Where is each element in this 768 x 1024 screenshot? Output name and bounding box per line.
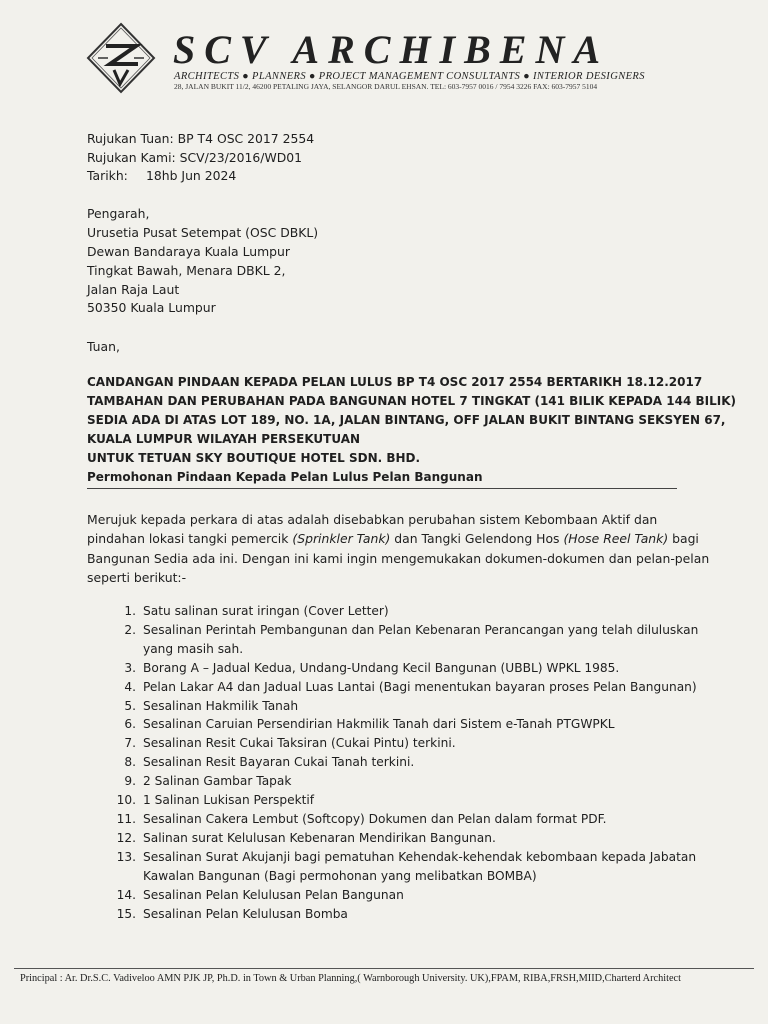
list-item-text: Sesalinan Perintah Pembangunan dan Pelan Kebenaran Perancangan yang telah diluluskan [143,622,699,637]
subject-underline [87,488,677,489]
firm-tagline: ARCHITECTS ● PLANNERS ● PROJECT MANAGEMENT CONSULTANTS ● INTERIOR DESIGNERS [174,71,645,82]
list-item [87,829,687,848]
list-item-text: Pelan Lakar A4 dan Jadual Luas Lantai (Bagi menentukan bayaran proses Pelan Bangunan) [143,679,697,694]
body-paragraph [87,510,710,588]
list-item-number: 9. [124,774,136,789]
list-item-number: 4. [124,679,136,694]
sprinkler-tank-term: (Sprinkler Tank) [292,531,391,547]
addressee-line: Urusetia Pusat Setempat (OSC DBKL) [87,225,319,240]
list-item-number: 11. [116,811,136,826]
list-item-number: 1. [124,604,136,618]
document-list [87,602,699,923]
list-item-number: 8. [124,755,136,770]
list-item [87,791,687,810]
list-item [87,753,687,772]
list-item [87,678,697,697]
list-item-text: Sesalinan Caruian Persendirian Hakmilik Tanah dari Sistem e-Tanah PTGWPKL [143,717,615,732]
list-item-text: Satu salinan surat iringan (Cover Letter) [143,604,389,618]
addressee-line: Pengarah, [87,206,150,221]
list-item-text: Sesalinan Hakmilik Tanah [143,698,299,713]
firm-name: SCV ARCHIBENA [173,27,610,72]
paragraph-line: Bangunan Sedia ada ini. Dengan ini kami ingin mengemukakan dokumen-dokumen dan pelan-pelan [87,550,710,566]
list-item-text: yang masih sah. [143,641,244,656]
list-item [87,848,697,886]
subject-line: Permohonan Pindaan Kepada Pelan Lulus Pelan Bangunan [87,470,483,484]
list-item-number: 6. [124,717,136,732]
list-item [87,905,687,924]
list-item [87,697,687,716]
date-value: 18hb Jun 2024 [146,168,237,183]
list-item [87,659,687,678]
list-item-text: Sesalinan Cakera Lembut (Softcopy) Dokumen dan Pelan dalam format PDF. [143,811,607,826]
list-item-number: 7. [124,736,136,751]
list-item [87,772,687,791]
list-item-number: 3. [124,660,136,675]
list-item [87,734,687,753]
list-item [87,621,699,659]
paragraph-line [87,529,699,548]
list-item [87,810,687,829]
list-item [87,886,687,905]
list-item-number: 10. [116,793,136,808]
subject-line: TAMBAHAN DAN PERUBAHAN PADA BANGUNAN HOTEL 7 TINGKAT (141 BILIK KEPADA 144 BILIK) [87,394,737,408]
paragraph-text: bagi [668,531,699,547]
paragraph-text: dan Tangki Gelendong Hos [390,531,564,547]
list-item [87,602,687,621]
paragraph-text: pindahan lokasi tangki pemercik [87,531,293,547]
list-item-number: 12. [116,830,136,845]
paragraph-line: Merujuk kepada perkara di atas adalah disebabkan perubahan sistem Kebombaan Aktif dan [87,512,658,527]
list-item-number: 2. [124,622,136,637]
date-label: Tarikh: [87,168,128,183]
principal-footer: Principal : Ar. Dr.S.C. Vadiveloo AMN PJK JP, Ph.D. in Town & Urban Planning,( Warnborough University. UK),FPAM, RIBA,FRSH,MIID,Charterd Architect [20,973,681,984]
list-item [87,715,687,734]
firm-address: 28, JALAN BUKIT 11/2, 46200 PETALING JAYA, SELANGOR DARUL EHSAN. TEL: 603-7957 0016 / 7954 3226 FAX: 603-7957 5104 [174,82,598,91]
subject-line: CANDANGAN PINDAAN KEPADA PELAN LULUS BP T4 OSC 2017 2554 BERTARIKH 18.12.2017 [87,375,703,389]
your-reference: Rujukan Tuan: BP T4 OSC 2017 2554 [87,131,315,146]
addressee-line: Tingkat Bawah, Menara DBKL 2, [87,263,286,278]
list-item-number: 15. [116,906,136,921]
addressee-line: Jalan Raja Laut [87,282,180,297]
list-item-number: 5. [124,698,136,713]
list-item-text: Kawalan Bangunan (Bagi permohonan yang melibatkan BOMBA) [143,868,537,883]
scv-archibena-logo-icon [86,22,156,94]
list-item-text: Salinan surat Kelulusan Kebenaran Mendirikan Bangunan. [143,830,496,845]
salutation: Tuan, [87,339,120,354]
our-reference: Rujukan Kami: SCV/23/2016/WD01 [87,150,303,165]
list-item-text: Sesalinan Resit Cukai Taksiran (Cukai Pintu) terkini. [143,736,456,751]
subject-line: KUALA LUMPUR WILAYAH PERSEKUTUAN [87,432,361,446]
footer-rule [14,968,754,969]
list-item-text: 1 Salinan Lukisan Perspektif [143,793,315,808]
list-item-text: 2 Salinan Gambar Tapak [143,774,292,789]
paragraph-line: seperti berikut:- [87,570,187,586]
hose-reel-tank-term: (Hose Reel Tank) [563,531,669,547]
list-item-number: 13. [116,849,136,864]
list-item-text: Sesalinan Pelan Kelulusan Bomba [143,906,348,921]
subject-line: UNTUK TETUAN SKY BOUTIQUE HOTEL SDN. BHD. [87,451,421,465]
list-item-text: Sesalinan Resit Bayaran Cukai Tanah terkini. [143,755,415,770]
list-item-text: Sesalinan Surat Akujanji bagi pematuhan Kehendak-kehendak kebombaan kepada Jabatan [143,849,697,864]
list-item-text: Borang A – Jadual Kedua, Undang-Undang Kecil Bangunan (UBBL) WPKL 1985. [143,660,620,675]
list-item-number: 14. [116,887,136,902]
addressee-line: 50350 Kuala Lumpur [87,300,216,315]
list-item-text: Sesalinan Pelan Kelulusan Pelan Bangunan [143,887,404,902]
subject-line: SEDIA ADA DI ATAS LOT 189, NO. 1A, JALAN BINTANG, OFF JALAN BUKIT BINTANG SEKSYEN 67, [87,413,726,427]
date-line [87,168,387,184]
addressee-line: Dewan Bandaraya Kuala Lumpur [87,244,290,259]
